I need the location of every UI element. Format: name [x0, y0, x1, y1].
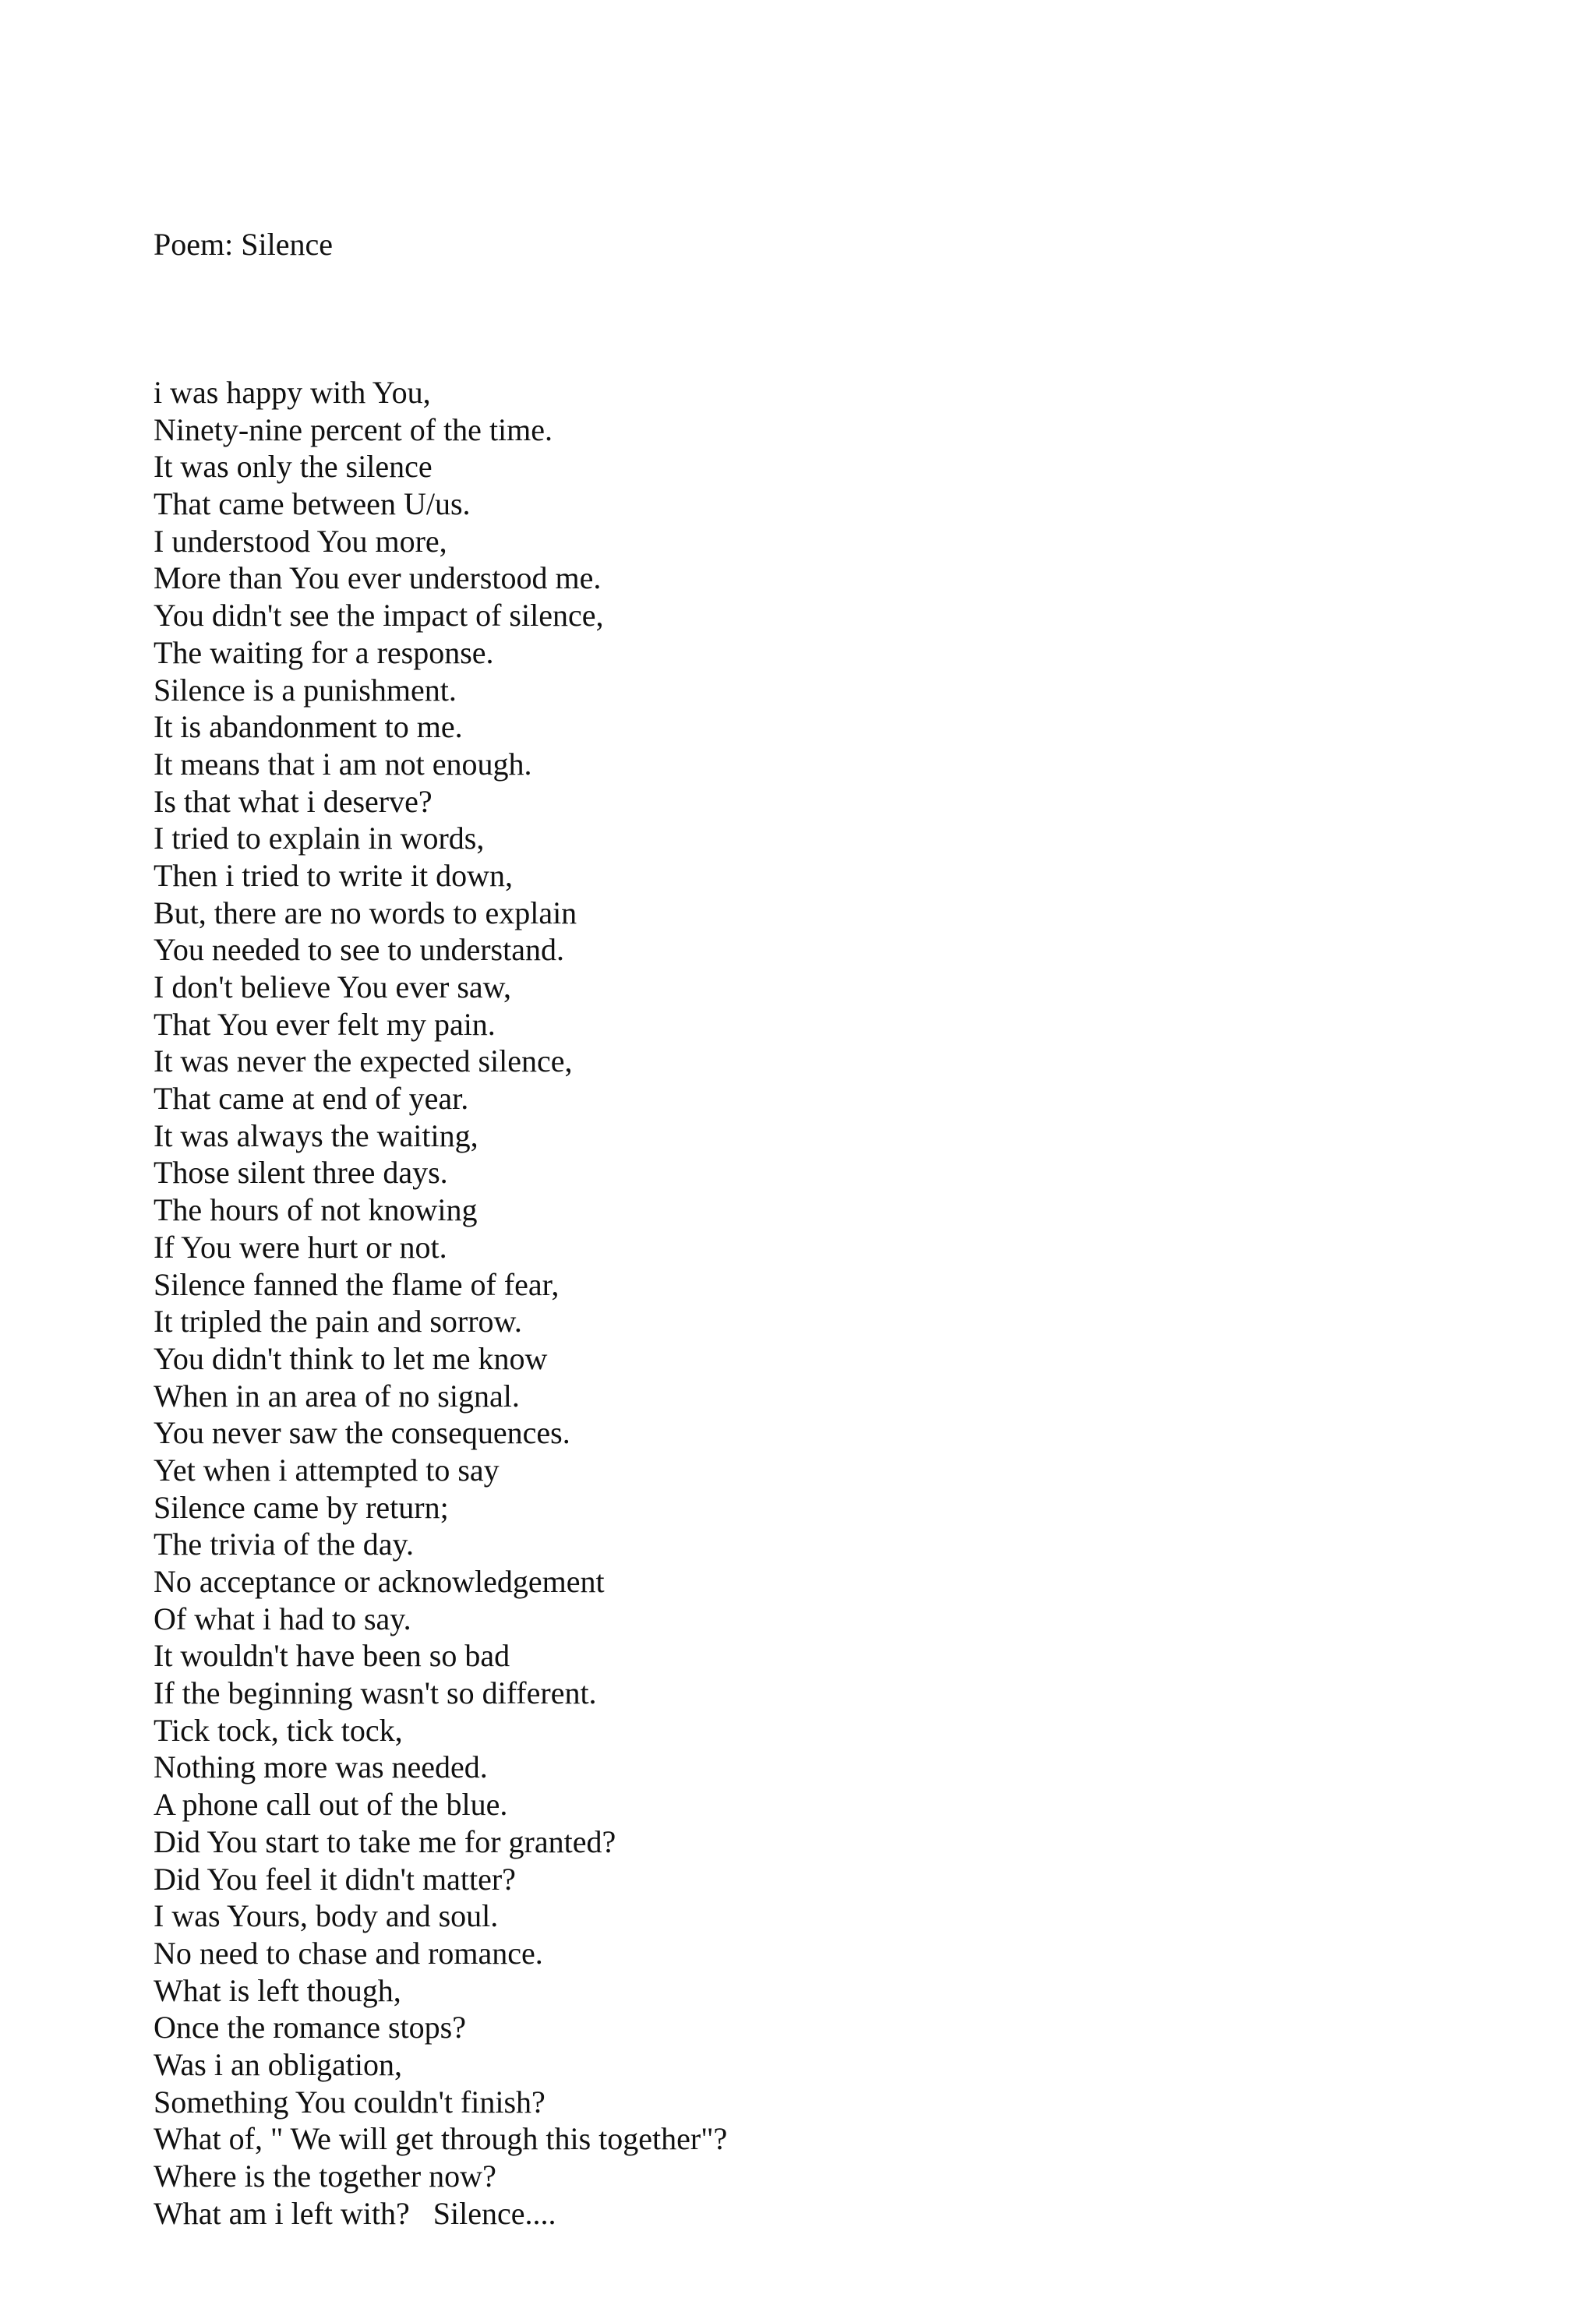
- poem-line: I tried to explain in words,: [154, 821, 485, 856]
- poem-line: Was i an obligation,: [154, 2046, 402, 2082]
- poem-line: If the beginning wasn't so different.: [154, 1675, 597, 1711]
- poem-line: I understood You more,: [154, 523, 447, 559]
- poem-line: Then i tried to write it down,: [154, 857, 514, 893]
- poem-line: Silence fanned the flame of fear,: [154, 1266, 560, 1302]
- poem-line: Where is the together now?: [154, 2159, 496, 2194]
- poem-line: It was never the expected silence,: [154, 1043, 573, 1079]
- poem-title: Poem: Silence: [154, 227, 333, 262]
- poem-lines: [154, 374, 727, 2232]
- poem-body: [154, 153, 727, 2305]
- poem-line: Nothing more was needed.: [154, 1749, 488, 1785]
- poem-line: i was happy with You,: [154, 375, 431, 410]
- poem-line: If You were hurt or not.: [154, 1229, 447, 1265]
- poem-line: What of, " We will get through this together"?: [154, 2121, 728, 2157]
- poem-line: It means that i am not enough.: [154, 746, 532, 782]
- poem-line: What is left though,: [154, 1972, 401, 2008]
- poem-line: Did You feel it didn't matter?: [154, 1861, 516, 1897]
- poem-line: You didn't see the impact of silence,: [154, 598, 604, 634]
- poem-line: That came between U/us.: [154, 486, 471, 522]
- poem-line: Tick tock, tick tock,: [154, 1712, 403, 1748]
- poem-line: What am i left with? Silence....: [154, 2195, 556, 2231]
- poem-line: Of what i had to say.: [154, 1601, 411, 1636]
- poem-line: No acceptance or acknowledgement: [154, 1564, 605, 1599]
- poem-line: It wouldn't have been so bad: [154, 1638, 510, 1674]
- poem-line: No need to chase and romance.: [154, 1935, 543, 1971]
- poem-line: The waiting for a response.: [154, 634, 494, 670]
- poem-line: More than You ever understood me.: [154, 560, 602, 596]
- poem-line: That You ever felt my pain.: [154, 1006, 496, 1042]
- poem-line: The trivia of the day.: [154, 1527, 414, 1562]
- poem-line: Something You couldn't finish?: [154, 2084, 546, 2120]
- poem-line: Ninety-nine percent of the time.: [154, 411, 553, 447]
- poem-line: But, there are no words to explain: [154, 895, 577, 930]
- poem-line: You needed to see to understand.: [154, 932, 564, 968]
- poem-line: Is that what i deserve?: [154, 783, 433, 819]
- poem-line: The hours of not knowing: [154, 1192, 478, 1228]
- poem-line: When in an area of no signal.: [154, 1378, 520, 1414]
- poem-line: That came at end of year.: [154, 1081, 469, 1117]
- poem-line: It was only the silence: [154, 449, 433, 485]
- poem-line: It is abandonment to me.: [154, 709, 463, 745]
- poem-line: Yet when i attempted to say: [154, 1452, 500, 1488]
- poem-line: A phone call out of the blue.: [154, 1787, 508, 1823]
- poem-line: I don't believe You ever saw,: [154, 969, 511, 1004]
- poem-line: You didn't think to let me know: [154, 1340, 548, 1376]
- poem-line: It tripled the pain and sorrow.: [154, 1304, 522, 1340]
- poem-line: Did You start to take me for granted?: [154, 1823, 616, 1859]
- poem-line: It was always the waiting,: [154, 1117, 478, 1153]
- poem-line: You never saw the consequences.: [154, 1415, 570, 1451]
- poem-line: I was Yours, body and soul.: [154, 1898, 499, 1934]
- poem-line: Silence came by return;: [154, 1489, 449, 1525]
- poem-line: Silence is a punishment.: [154, 672, 457, 708]
- poem-line: Those silent three days.: [154, 1155, 448, 1191]
- poem-line: Once the romance stops?: [154, 2010, 466, 2046]
